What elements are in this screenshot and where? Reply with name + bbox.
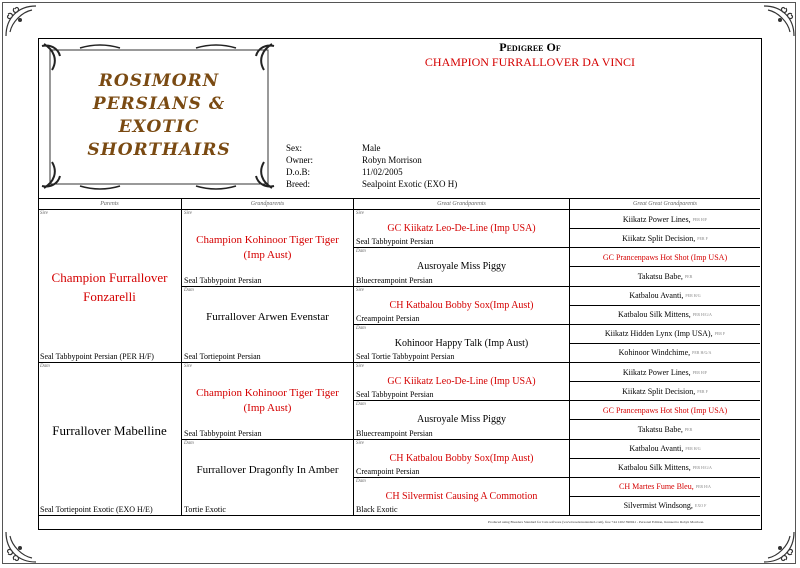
dam-label: Dam bbox=[356, 478, 366, 484]
grandparent-breed: Tortie Exotic bbox=[184, 505, 226, 514]
great-grandparent-cell bbox=[354, 248, 570, 286]
dam-label: Dam bbox=[184, 287, 194, 293]
pedigree-table bbox=[38, 198, 760, 517]
great-great-grandparent-name: CH Martes Fume Bleu, bbox=[619, 482, 694, 492]
parent-cell bbox=[38, 210, 182, 363]
header-great-grandparents: Great Grandparents bbox=[354, 199, 570, 210]
great-grandparent-breed: Creampoint Persian bbox=[356, 313, 420, 323]
great-great-grandparent-breed: PER F bbox=[697, 388, 708, 394]
great-great-grandparent-name: Kiikatz Power Lines, bbox=[622, 214, 691, 224]
dam-label: Dam bbox=[356, 249, 366, 255]
grandparent-breed: Seal Tabbypoint Persian bbox=[184, 275, 262, 285]
info-row-sex bbox=[286, 142, 457, 154]
great-great-grandparent-cell bbox=[570, 497, 760, 516]
logo-line-1: ROSIMORN bbox=[98, 71, 220, 91]
great-great-grandparent-name: Kiikatz Hidden Lynx (Imp USA), bbox=[604, 329, 713, 339]
logo-line-4: SHORTHAIRS bbox=[87, 140, 231, 160]
great-great-grandparent-name: Katbalou Silk Mittens, bbox=[618, 463, 691, 473]
logo-line-2: PERSIANS & bbox=[92, 94, 226, 114]
great-great-grandparent-name: Takatsu Babe, bbox=[637, 271, 683, 281]
logo-line-3: EXOTIC bbox=[118, 117, 200, 137]
great-great-grandparent-name: Katbalou Avanti, bbox=[629, 291, 684, 301]
great-great-grandparent-cell bbox=[570, 210, 760, 229]
great-great-grandparent-breed: PER H/A bbox=[695, 484, 711, 490]
grandparent-name: Champion Kohinoor Tiger Tiger (Imp Aust) bbox=[196, 387, 339, 415]
great-great-grandparent-name: Kiikatz Split Decision, bbox=[622, 233, 696, 243]
great-grandparent-name: Ausroyale Miss Piggy bbox=[417, 261, 506, 273]
sire-label: Sire bbox=[40, 211, 48, 216]
dam-label: Dam bbox=[40, 364, 50, 369]
dob-value: 11/02/2005 bbox=[362, 167, 403, 177]
great-grandparent-breed: Bluecreampoint Persian bbox=[356, 428, 433, 438]
great-great-grandparent-cell bbox=[570, 287, 760, 306]
cat-info bbox=[286, 142, 457, 190]
grandparent-cell bbox=[182, 363, 354, 440]
great-grandparent-cell bbox=[354, 363, 570, 401]
great-great-grandparent-breed: PER H/G/A bbox=[692, 312, 712, 318]
great-grandparent-breed: Creampoint Persian bbox=[356, 466, 420, 476]
great-grandparent-name: Kohinoor Happy Talk (Imp Aust) bbox=[394, 337, 529, 349]
dam-label: Dam bbox=[356, 402, 366, 408]
grandparent-cell bbox=[182, 287, 354, 364]
great-great-grandparent-cell bbox=[570, 248, 760, 267]
grandparent-name: Furrallover Arwen Evenstar bbox=[206, 310, 329, 323]
sex-value: Male bbox=[362, 143, 381, 153]
great-grandparent-cell bbox=[354, 440, 570, 478]
great-great-grandparent-cell bbox=[570, 420, 760, 439]
great-great-grandparent-name: Silvermist Windsong, bbox=[623, 501, 693, 511]
great-great-grandparent-breed: PER bbox=[684, 426, 693, 432]
great-great-grandparent-cell bbox=[570, 478, 760, 497]
sire-label: Sire bbox=[184, 211, 192, 216]
great-great-grandparent-breed: PER H/F bbox=[692, 369, 708, 375]
great-great-grandparent-breed: PER F bbox=[714, 331, 726, 337]
great-great-grandparent-name: GC Prancenpaws Hot Shot (Imp USA) bbox=[602, 252, 728, 262]
grandparent-cell bbox=[182, 210, 354, 287]
great-great-grandparent-breed: PER H/G/A bbox=[692, 350, 712, 356]
great-grandparent-breed: Seal Tortie Tabbypoint Persian bbox=[356, 352, 455, 361]
header-great-great-grandparents: Great Great Grandparents bbox=[570, 199, 760, 210]
great-great-grandparent-breed: PER H/G bbox=[685, 293, 701, 299]
great-grandparent-name: GC Kiikatz Leo-De-Line (Imp USA) bbox=[387, 376, 536, 387]
great-grandparent-name: CH Silvermist Causing A Commotion bbox=[385, 490, 538, 502]
great-great-grandparent-cell bbox=[570, 440, 760, 459]
great-grandparent-breed: Bluecreampoint Persian bbox=[356, 275, 433, 285]
great-great-grandparent-cell bbox=[570, 325, 760, 344]
dam-label: Dam bbox=[184, 440, 194, 446]
great-great-grandparent-cell bbox=[570, 306, 760, 325]
great-great-grandparent-name: Kiikatz Power Lines, bbox=[622, 367, 691, 377]
great-great-grandparent-cell bbox=[570, 267, 760, 286]
great-grandparent-breed: Seal Tabbypoint Persian bbox=[356, 390, 434, 400]
header-grandparents: Grandparents bbox=[182, 199, 354, 210]
info-row-breed bbox=[286, 178, 457, 190]
breed-value: Sealpoint Exotic (EXO H) bbox=[362, 179, 458, 189]
parent-breed: Seal Tortiepoint Exotic (EXO H/E) bbox=[40, 505, 153, 514]
great-grandparent-name: Ausroyale Miss Piggy bbox=[417, 414, 506, 426]
great-great-grandparent-name: Katbalou Silk Mittens, bbox=[618, 310, 691, 320]
sire-label: Sire bbox=[184, 364, 192, 369]
corner-ornament-icon bbox=[4, 530, 38, 564]
owner-value: Robyn Morrison bbox=[362, 155, 422, 165]
great-great-grandparent-name: Katbalou Avanti, bbox=[629, 444, 684, 454]
info-row-owner bbox=[286, 154, 457, 166]
great-great-grandparent-breed: PER bbox=[684, 273, 693, 279]
great-great-grandparent-cell bbox=[570, 459, 760, 478]
grandparent-cell bbox=[182, 440, 354, 517]
great-great-grandparent-name: Takatsu Babe, bbox=[637, 424, 683, 434]
parent-name: Furrallover Mabelline bbox=[52, 422, 167, 438]
breed-label: Breed: bbox=[286, 179, 310, 189]
great-great-grandparent-breed: PER H/G/A bbox=[692, 465, 712, 471]
footer-credit: Produced using Breeders Standard for Cats software (www.breedersstandard.com), free +44 1202 390041 - Personal Edition, licensed to Robyn Morrison. bbox=[488, 520, 705, 524]
great-great-grandparent-name: Kiikatz Split Decision, bbox=[622, 386, 696, 396]
corner-ornament-icon bbox=[762, 530, 796, 564]
grandparent-breed: Seal Tabbypoint Persian bbox=[184, 428, 262, 438]
owner-label: Owner: bbox=[286, 155, 313, 165]
great-grandparent-cell bbox=[354, 325, 570, 363]
great-great-grandparent-cell bbox=[570, 344, 760, 363]
info-row-dob bbox=[286, 166, 457, 178]
sire-label: Sire bbox=[356, 211, 364, 216]
great-great-grandparent-breed: PER F bbox=[697, 235, 708, 241]
great-great-grandparent-cell bbox=[570, 401, 760, 420]
great-grandparent-name: GC Kiikatz Leo-De-Line (Imp USA) bbox=[387, 223, 536, 234]
great-great-grandparent-name: Kohinoor Windchime, bbox=[618, 348, 691, 358]
parent-breed: Seal Tabbypoint Persian (PER H/F) bbox=[40, 352, 154, 361]
sire-label: Sire bbox=[356, 440, 364, 446]
great-grandparent-breed: Black Exotic bbox=[356, 505, 398, 514]
dob-label: D.o.B: bbox=[286, 167, 311, 177]
grandparent-name: Champion Kohinoor Tiger Tiger (Imp Aust) bbox=[196, 234, 339, 262]
great-great-grandparent-breed: PER H/G bbox=[685, 446, 701, 452]
sex-label: Sex: bbox=[286, 143, 303, 153]
sire-label: Sire bbox=[356, 287, 364, 293]
cattery-logo bbox=[40, 42, 276, 190]
great-great-grandparent-breed: PER H/F bbox=[692, 216, 708, 222]
great-grandparent-breed: Seal Tabbypoint Persian bbox=[356, 237, 434, 247]
great-grandparent-cell bbox=[354, 210, 570, 248]
parent-name: Champion Furrallover Fonzarelli bbox=[51, 269, 168, 304]
pedigree-title: Pedigree Of bbox=[499, 40, 561, 54]
great-grandparent-name: CH Katbalou Bobby Sox(Imp Aust) bbox=[389, 452, 534, 464]
great-grandparent-cell bbox=[354, 287, 570, 325]
pedigree-cat-name: CHAMPION FURRALLOVER DA VINCI bbox=[424, 55, 636, 69]
great-great-grandparent-cell bbox=[570, 382, 760, 401]
great-grandparent-cell bbox=[354, 401, 570, 439]
dam-label: Dam bbox=[356, 325, 366, 331]
grandparent-name: Furrallover Dragonfly In Amber bbox=[196, 463, 339, 476]
great-grandparent-name: CH Katbalou Bobby Sox(Imp Aust) bbox=[389, 299, 534, 311]
corner-ornament-icon bbox=[762, 4, 796, 38]
corner-ornament-icon bbox=[4, 4, 38, 38]
sire-label: Sire bbox=[356, 364, 364, 369]
great-grandparent-cell bbox=[354, 478, 570, 516]
logo-text bbox=[64, 70, 254, 162]
great-great-grandparent-breed: EXO F bbox=[694, 503, 707, 509]
parent-cell bbox=[38, 363, 182, 516]
great-great-grandparent-cell bbox=[570, 363, 760, 382]
grandparent-breed: Seal Tortiepoint Persian bbox=[184, 352, 261, 361]
great-great-grandparent-cell bbox=[570, 229, 760, 248]
header-parents: Parents bbox=[38, 199, 182, 210]
great-great-grandparent-name: GC Prancenpaws Hot Shot (Imp USA) bbox=[602, 405, 728, 415]
